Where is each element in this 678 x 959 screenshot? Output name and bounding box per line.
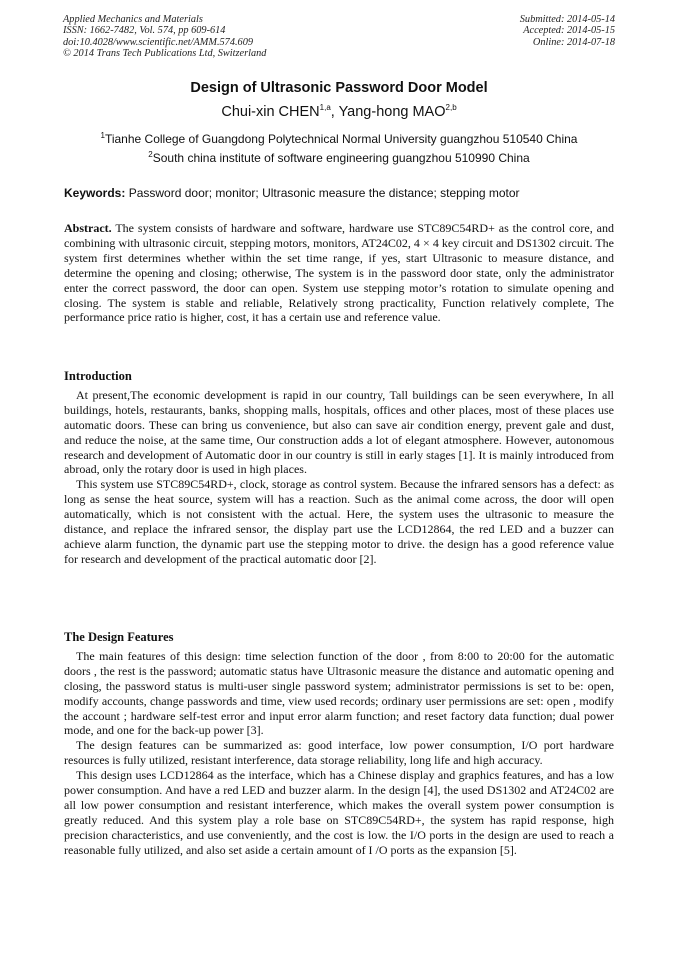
design-features-paragraph-2: The design features can be summarized as: good interface, low power consumption, I/O port hardware resources is fully utilized, resistant interference, data storage reliability, long life and high accuracy.: [64, 738, 614, 768]
keywords-text: Password door; monitor; Ultrasonic measure the distance; stepping motor: [125, 186, 520, 200]
abstract-paragraph: [64, 221, 614, 325]
affiliation-2-sup: 2: [148, 150, 153, 159]
design-features-paragraph-3: This design uses LCD12864 as the interface, which has a Chinese display and graphics features, and has a low power consumption. And have a red LED and buzzer alarm. In the design [4], the used DS1302 and AT24C02 are all low power consumption and resistant interference, which makes the overall system power consumption is greatly reduced. And this system play a role base on STC89C54RD+, the system has rapid response, high precision characteristics, and use conveniently, and the cost is low. the I/O ports in the design are used to reach a reasonable fully utilized, and also set aside a certain amount of I /O ports as the expansion [5].: [64, 768, 614, 857]
journal-issn: ISSN: 1662-7482, Vol. 574, pp 609-614: [63, 25, 226, 37]
design-features-paragraph-1: The main features of this design: time selection function of the door , from 8:00 to 20:00 for the automatic doors , the rest is the password; automatic status have Ultrasonic measure the distance and automatic opening and closing, the password status is multi-user single password system; administrator permissions is set to be: open, modify accounts, change passwords and time, view used records; ordinary user permissions are set: open , modify the account ; hardware self-test error and input error alarm function; and reset factory data function; dual power mode, and one for the back-up power [3].: [64, 648, 614, 738]
author-1-sup: 1,a: [319, 103, 331, 113]
affiliation-1-sup: 1: [100, 131, 105, 140]
introduction-heading: Introduction: [64, 369, 132, 383]
journal-name: Applied Mechanics and Materials: [63, 14, 203, 25]
paper-title: Design of Ultrasonic Password Door Model: [190, 80, 488, 96]
abstract: [64, 221, 614, 325]
introduction-paragraph-1: At present,The economic development is rapid in our country, Tall buildings can be seen everywhere, In all buildings, hotels, restaurants, banks, shopping malls, hospitals, offices and other places, most of these places use automatic doors. These can bring us convenience, but also can save air condition energy, prevent gale and dust, and reduce the noise, at the same time, Our construction adds a lot of elegant atmosphere. However, autonomous research and development of Automatic door in our country is still in early stages [1]. It is mainly introduced from abroad, only the rotary door is used in high places.: [64, 387, 614, 477]
author-2-sup: 2,b: [445, 103, 457, 113]
author-line: [0, 104, 678, 120]
design-features-section: [64, 630, 614, 858]
abstract-text: The system consists of hardware and software, hardware use STC89C54RD+ as the control core, and combining with ultrasonic circuit, stepping motors, monitors, AT24C02, 4 × 4 key circuit and DS1302 circuit. The system first determines whether within the set time range, if yes, start Ultrasonic to measure distance, and determine the opening and closing; otherwise, The system is in the password door state, only the administrator enter the correct password, the door can open. System use stepping motor’s rotation to simulate opening and closing. The system is stable and reliable, Relatively strong practicality, Function relatively complete, The performance price ratio is higher, cost, it has a certain use and reference value.: [64, 221, 614, 325]
affiliation-1-text: Tianhe College of Guangdong Polytechnical Normal University guangzhou 510540 China: [104, 132, 578, 146]
introduction-section: [64, 369, 614, 567]
accepted-date: Accepted: 2014-05-15: [523, 25, 615, 37]
online-date: Online: 2014-07-18: [532, 36, 615, 48]
author-1-name: Chui-xin CHEN: [221, 104, 320, 120]
keywords-label: Keywords:: [64, 186, 126, 200]
author-separator: ,: [330, 104, 339, 120]
introduction-paragraph-2: This system use STC89C54RD+, clock, storage as control system. Because the infrared sensors has a defect: as long as sense the heat source, system will has a reaction. Such as the animal come across, the door will open automatically, which is not consistent with the actual. Here, the system uses the ultrasonic to measure the distance, and replace the infrared sensor, the display part use the LCD12864, the red LED and a buzzer can achieve alarm function, the dynamic part use the stepping motor to drive. the design has a good reference value for research and development of the practical automatic door [2].: [64, 477, 614, 566]
keywords: [64, 186, 616, 200]
author-2-name: Yang-hong MAO: [338, 104, 446, 120]
journal-doi: doi:10.4028/www.scientific.net/AMM.574.609: [63, 36, 253, 48]
journal-info: [63, 14, 266, 60]
affiliation-2-text: South china institute of software engineering guangzhou 510990 China: [152, 151, 530, 165]
journal-copyright: © 2014 Trans Tech Publications Ltd, Switzerland: [63, 48, 267, 60]
submitted-date: Submitted: 2014-05-14: [519, 14, 615, 25]
affiliation-1: [0, 132, 678, 146]
publication-dates: [520, 14, 615, 48]
affiliation-2: [0, 151, 678, 165]
design-features-heading: The Design Features: [64, 630, 174, 644]
abstract-label: Abstract.: [64, 221, 112, 235]
